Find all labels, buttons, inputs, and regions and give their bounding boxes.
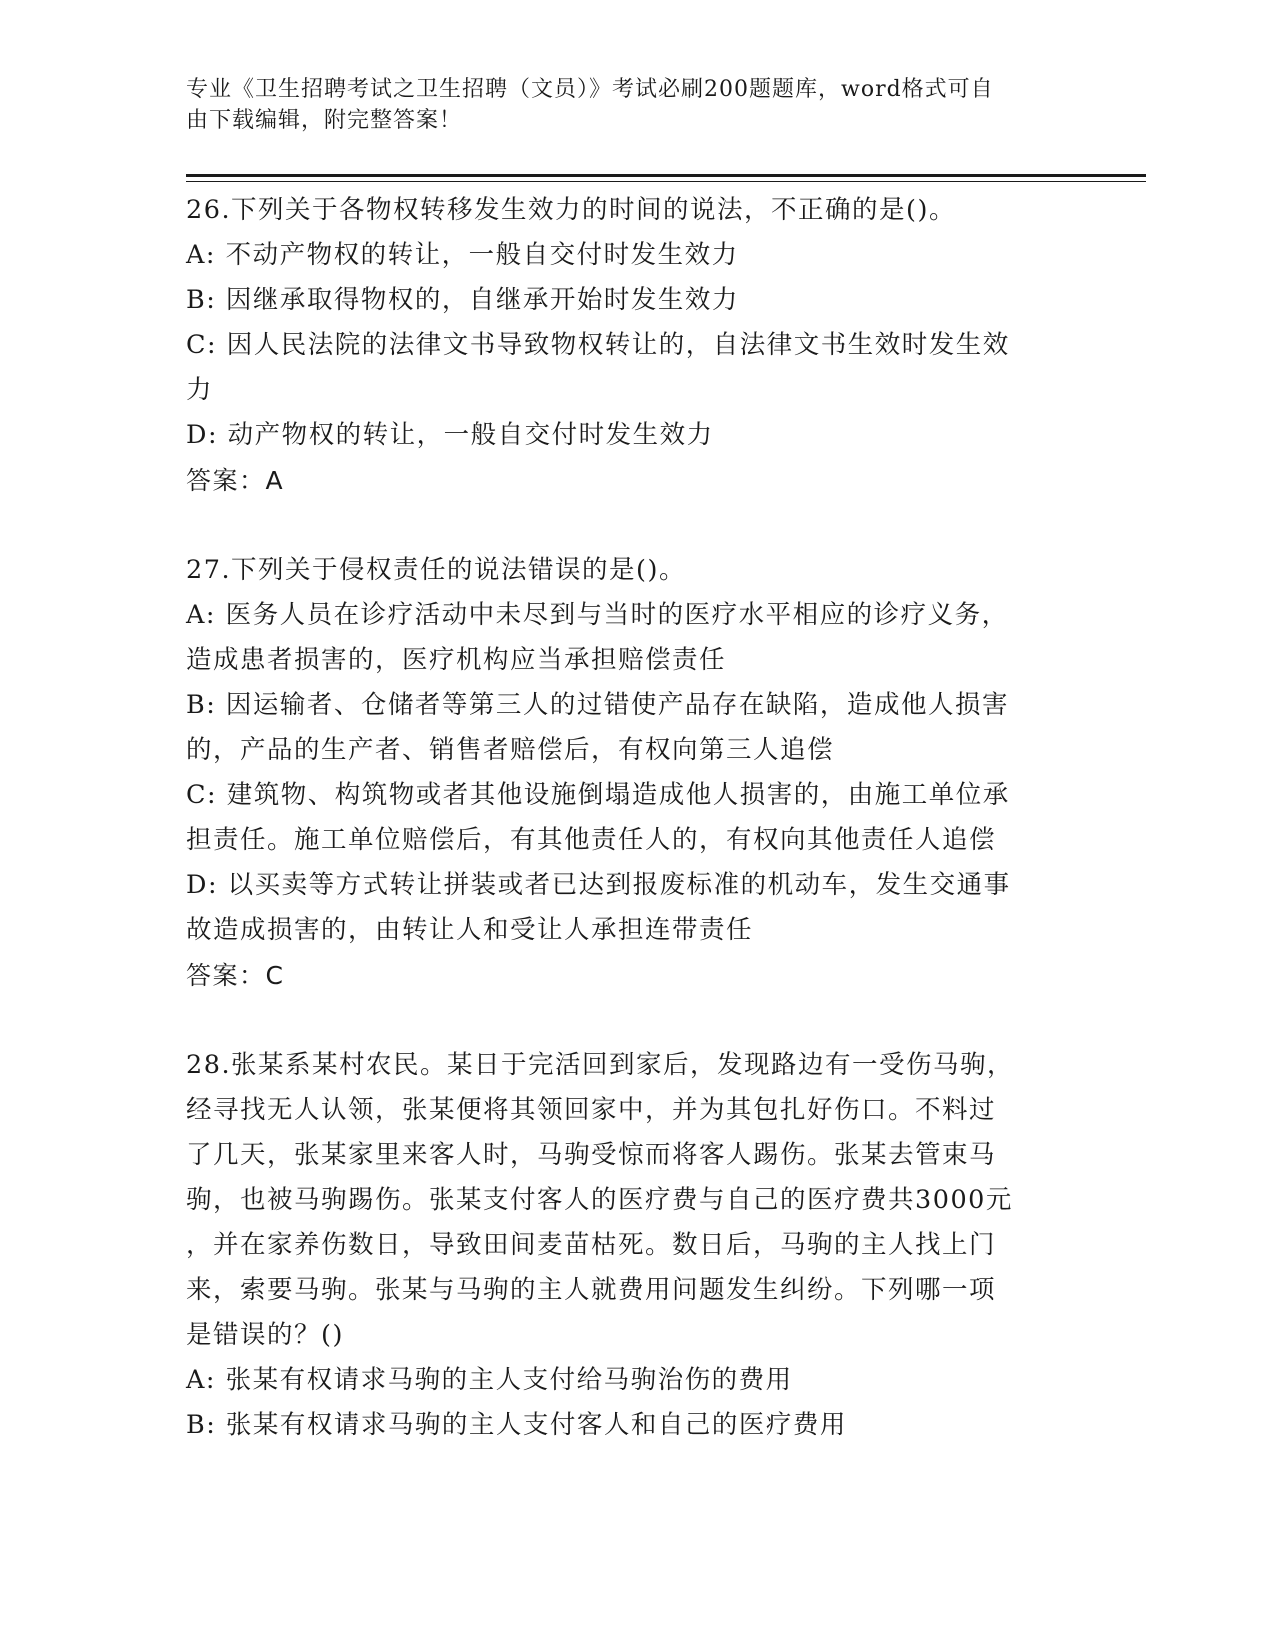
- answer-key: 答案：C: [186, 961, 285, 990]
- header-title-line-1: 专业《卫生招聘考试之卫生招聘（文员）》考试必刷200题题库，word格式可自: [186, 77, 994, 102]
- question-stem-line: 了几天，张某家里来客人时，马驹受惊而将客人踢伤。张某去管束马: [186, 1140, 997, 1170]
- question-stem-line: 经寻找无人认领，张某便将其领回家中，并为其包扎好伤口。不料过: [186, 1095, 997, 1125]
- question-stem-line: 27.下列关于侵权责任的说法错误的是()。: [186, 555, 686, 585]
- answer-option-line: D: 以买卖等方式转让拼装或者已达到报废标准的机动车，发生交通事: [186, 870, 1011, 900]
- answer-option-line: 力: [186, 375, 214, 405]
- answer-option-line: 故造成损害的，由转让人和受让人承担连带责任: [186, 915, 754, 945]
- question-stem-line: 来，索要马驹。张某与马驹的主人就费用问题发生纠纷。下列哪一项: [186, 1275, 997, 1305]
- answer-option-line: B: 因继承取得物权的，自继承开始时发生效力: [186, 285, 739, 315]
- answer-option-line: 担责任。施工单位赔偿后，有其他责任人的，有权向其他责任人追偿: [186, 825, 997, 855]
- question-stem-line: 驹，也被马驹踢伤。张某支付客人的医疗费与自己的医疗费共3000元: [186, 1185, 1013, 1215]
- question-stem-line: 是错误的？(): [186, 1320, 344, 1350]
- question-stem-line: 26.下列关于各物权转移发生效力的时间的说法，不正确的是()。: [186, 195, 956, 225]
- answer-option-line: C: 建筑物、构筑物或者其他设施倒塌造成他人损害的，由施工单位承: [186, 780, 1010, 810]
- question-stem-line: ，并在家养伤数日，导致田间麦苗枯死。数日后，马驹的主人找上门: [186, 1230, 997, 1260]
- header-divider-thin: [186, 181, 1146, 182]
- question-block: [186, 1043, 1066, 1448]
- question-block: [186, 188, 1066, 503]
- answer-key: 答案：A: [186, 466, 285, 495]
- answer-option-line: D: 动产物权的转让，一般自交付时发生效力: [186, 420, 714, 450]
- header-title-line-2: 由下载编辑，附完整答案！: [186, 108, 463, 133]
- question-block: [186, 548, 1066, 998]
- answer-option-line: 造成患者损害的，医疗机构应当承担赔偿责任: [186, 645, 727, 675]
- question-stem-line: 28.张某系某村农民。某日于完活回到家后，发现路边有一受伤马驹，: [186, 1050, 1015, 1080]
- answer-option-line: B: 张某有权请求马驹的主人支付客人和自己的医疗费用: [186, 1410, 847, 1440]
- answer-option-line: B: 因运输者、仓储者等第三人的过错使产品存在缺陷，造成他人损害: [186, 690, 1009, 720]
- header-divider-thick: [186, 174, 1146, 177]
- document-header: [186, 74, 1066, 136]
- question-list: [186, 188, 1066, 1448]
- answer-option-line: A: 不动产物权的转让，一般自交付时发生效力: [186, 240, 739, 270]
- answer-option-line: A: 医务人员在诊疗活动中未尽到与当时的医疗水平相应的诊疗义务，: [186, 600, 1009, 630]
- answer-option-line: 的，产品的生产者、销售者赔偿后，有权向第三人追偿: [186, 735, 835, 765]
- answer-option-line: C: 因人民法院的法律文书导致物权转让的，自法律文书生效时发生效: [186, 330, 1010, 360]
- answer-option-line: A: 张某有权请求马驹的主人支付给马驹治伤的费用: [186, 1365, 793, 1395]
